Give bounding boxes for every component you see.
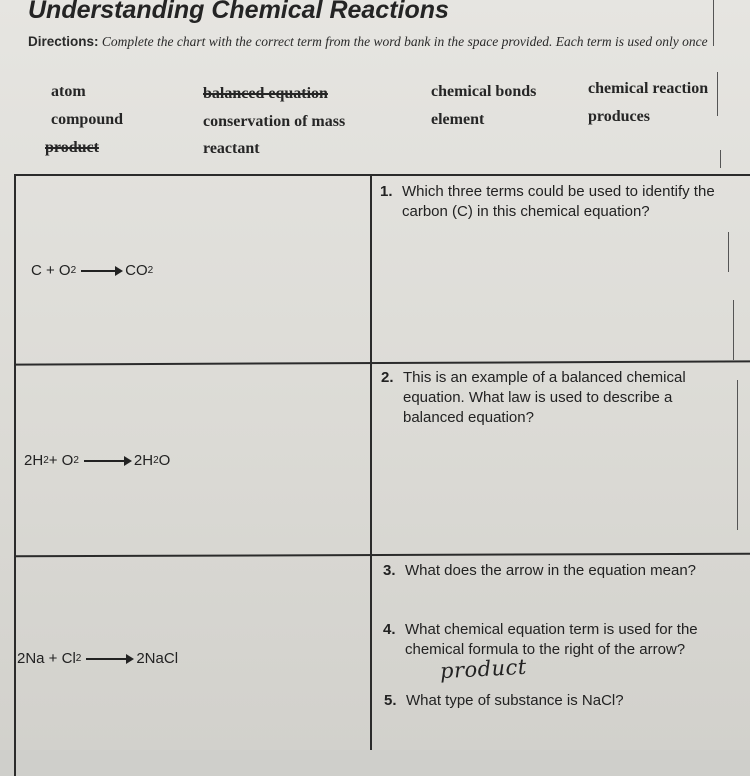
margin-mark (733, 300, 734, 360)
word-bank-chemical-reaction: chemical reaction (588, 80, 709, 97)
reaction-arrow-icon (86, 658, 132, 660)
word-bank-balanced-equation: balanced equation (203, 85, 328, 102)
margin-mark (728, 232, 729, 272)
word-bank-chemical-bonds: chemical bonds (431, 83, 537, 100)
directions-text: Complete the chart with the correct term from the word bank in the space provided. Each term is used only once (101, 34, 708, 49)
question-1: 1. Which three terms could be used to identify the carbon (C) in this chemical equation? (380, 183, 715, 220)
equation-water: 2H 2 + O 2 2H 2 O (24, 452, 171, 469)
question-3: 3. What does the arrow in the equation mean? (383, 562, 697, 579)
word-bank-compound: compound (51, 111, 124, 128)
question-4: 4. What chemical equation term is used for the chemical formula to the right of the arrow? (383, 621, 698, 658)
equation-carbon-dioxide: C + O 2 CO 2 (31, 262, 154, 279)
question-5: 5. What type of substance is NaCl? (384, 692, 624, 709)
word-bank-atom: atom (51, 83, 86, 100)
margin-mark (720, 150, 721, 168)
equation-sodium-chloride: 2Na + Cl 2 2NaCl (17, 650, 179, 667)
margin-mark (713, 0, 714, 46)
directions-label: Directions: (28, 34, 99, 49)
page-title: Understanding Chemical Reactions (28, 0, 449, 24)
word-bank-product: product (45, 139, 99, 156)
word-bank-element: element (431, 111, 485, 128)
directions (28, 33, 708, 50)
word-bank-produces: produces (588, 108, 650, 125)
handwritten-answer: product (439, 654, 528, 684)
reaction-arrow-icon (84, 460, 130, 462)
word-bank-conservation-of-mass: conservation of mass (203, 113, 346, 130)
margin-mark (717, 72, 718, 116)
reaction-arrow-icon (81, 270, 121, 272)
question-2: 2. This is an example of a balanced chemical equation. What law is used to describe a balanced equation? (381, 369, 686, 426)
chart-column-divider (370, 174, 372, 750)
word-bank-reactant: reactant (203, 140, 260, 157)
margin-mark (737, 380, 738, 530)
